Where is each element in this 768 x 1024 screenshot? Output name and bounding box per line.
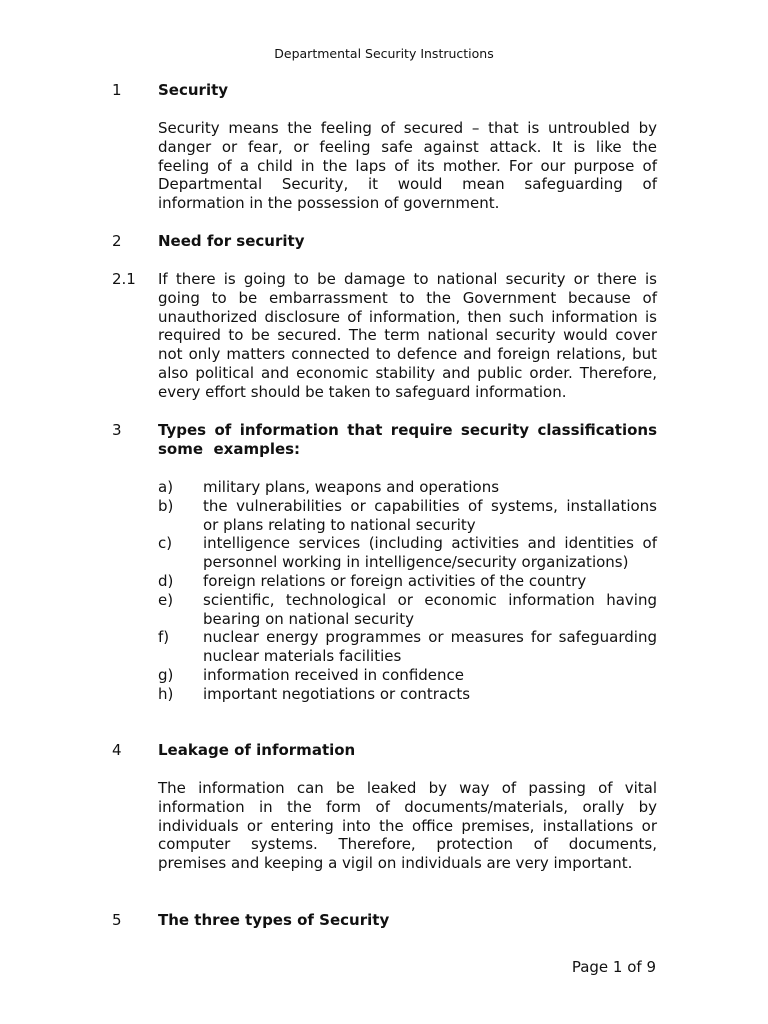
- list-item: [158, 591, 657, 629]
- paragraph-line: unauthorized disclosure of information, then such information is: [158, 307, 657, 326]
- list-item-line: bearing on national security: [203, 609, 414, 628]
- paragraph-line: The information can be leaked by way of passing of vital: [158, 779, 657, 797]
- paragraph-line: individuals or entering into the office premises, installations or: [158, 816, 657, 835]
- list-item-line: or plans relating to national security: [203, 515, 476, 534]
- list-item-line: foreign relations or foreign activities of the country: [203, 571, 587, 590]
- section-number: 2.1: [112, 270, 136, 288]
- list-item-label: b): [158, 496, 174, 515]
- list-item-label: g): [158, 665, 174, 684]
- section-number: 3: [112, 421, 122, 439]
- section-1-heading-row: [112, 81, 657, 100]
- list-item: [158, 685, 657, 704]
- section-3-heading-row: [112, 421, 657, 459]
- paragraph-line: information in the possession of government.: [158, 194, 500, 213]
- list-item-label: c): [158, 534, 173, 553]
- list-item-line: scientific, technological or economic information having: [203, 590, 657, 609]
- paragraph-line: going to be embarrassment to the Government because of: [158, 288, 657, 307]
- paragraph-line: If there is going to be damage to national security or there is: [158, 270, 657, 288]
- list-item: [158, 572, 657, 591]
- list-item-line: nuclear energy programmes or measures for safeguarding: [203, 628, 657, 647]
- paragraph-line: Departmental Security, it would mean safeguarding of: [158, 175, 657, 194]
- list-item-label: e): [158, 590, 174, 609]
- list-item-line: personnel working in intelligence/security organizations): [203, 553, 629, 572]
- section-heading: Leakage of information: [158, 741, 356, 759]
- section-number: 1: [112, 81, 122, 99]
- page-number: Page 1 of 9: [571, 958, 656, 976]
- paragraph-line: not only matters connected to defence and foreign relations, but: [158, 345, 657, 364]
- list-item-label: a): [158, 478, 174, 496]
- examples-list: [158, 478, 657, 704]
- section-2-1-paragraph: [112, 270, 657, 402]
- section-1-paragraph: [112, 119, 657, 213]
- paragraph-line: feeling of a child in the laps of its mother. For our purpose of: [158, 156, 657, 175]
- list-item-label: d): [158, 571, 174, 590]
- section-number: 4: [112, 741, 122, 759]
- section-number: 2: [112, 232, 122, 250]
- list-item-line: nuclear materials facilities: [203, 647, 402, 666]
- paragraph-line: every effort should be taken to safeguard information.: [158, 382, 567, 401]
- list-item-line: intelligence services (including activities and identities of: [203, 534, 657, 553]
- paragraph-line: also political and economic stability and public order. Therefore,: [158, 363, 657, 382]
- running-header: Departmental Security Instructions: [274, 46, 494, 61]
- section-2-heading-row: [112, 232, 657, 251]
- list-item-label: h): [158, 684, 174, 703]
- section-heading-line: some examples:: [158, 439, 301, 458]
- list-item: [158, 478, 657, 497]
- paragraph-line: Security means the feeling of secured – that is untroubled by: [158, 119, 657, 137]
- paragraph-line: computer systems. Therefore, protection of documents,: [158, 835, 657, 854]
- paragraph-line: required to be secured. The term national security would cover: [158, 326, 657, 345]
- list-item-line: important negotiations or contracts: [203, 684, 471, 703]
- list-item-line: information received in confidence: [203, 665, 464, 684]
- section-4-heading-row: [112, 741, 657, 760]
- list-item-line: the vulnerabilities or capabilities of systems, installations: [203, 496, 657, 515]
- section-4-paragraph: [112, 779, 657, 873]
- list-item: [158, 666, 657, 685]
- list-item: [158, 497, 657, 535]
- section-heading: The three types of Security: [158, 911, 390, 929]
- section-heading: Need for security: [158, 232, 305, 250]
- section-number: 5: [112, 911, 122, 929]
- section-5-heading-row: [112, 911, 657, 930]
- paragraph-line: information in the form of documents/materials, orally by: [158, 797, 657, 816]
- list-item-label: f): [158, 628, 170, 647]
- paragraph-line: premises and keeping a vigil on individuals are very important.: [158, 854, 633, 873]
- section-heading-line: Types of information that require security classifications: [158, 421, 657, 439]
- section-heading: Security: [158, 81, 229, 99]
- list-item-line: military plans, weapons and operations: [203, 478, 500, 496]
- paragraph-line: danger or fear, or feeling safe against attack. It is like the: [158, 137, 657, 156]
- list-item: [158, 628, 657, 666]
- list-item: [158, 534, 657, 572]
